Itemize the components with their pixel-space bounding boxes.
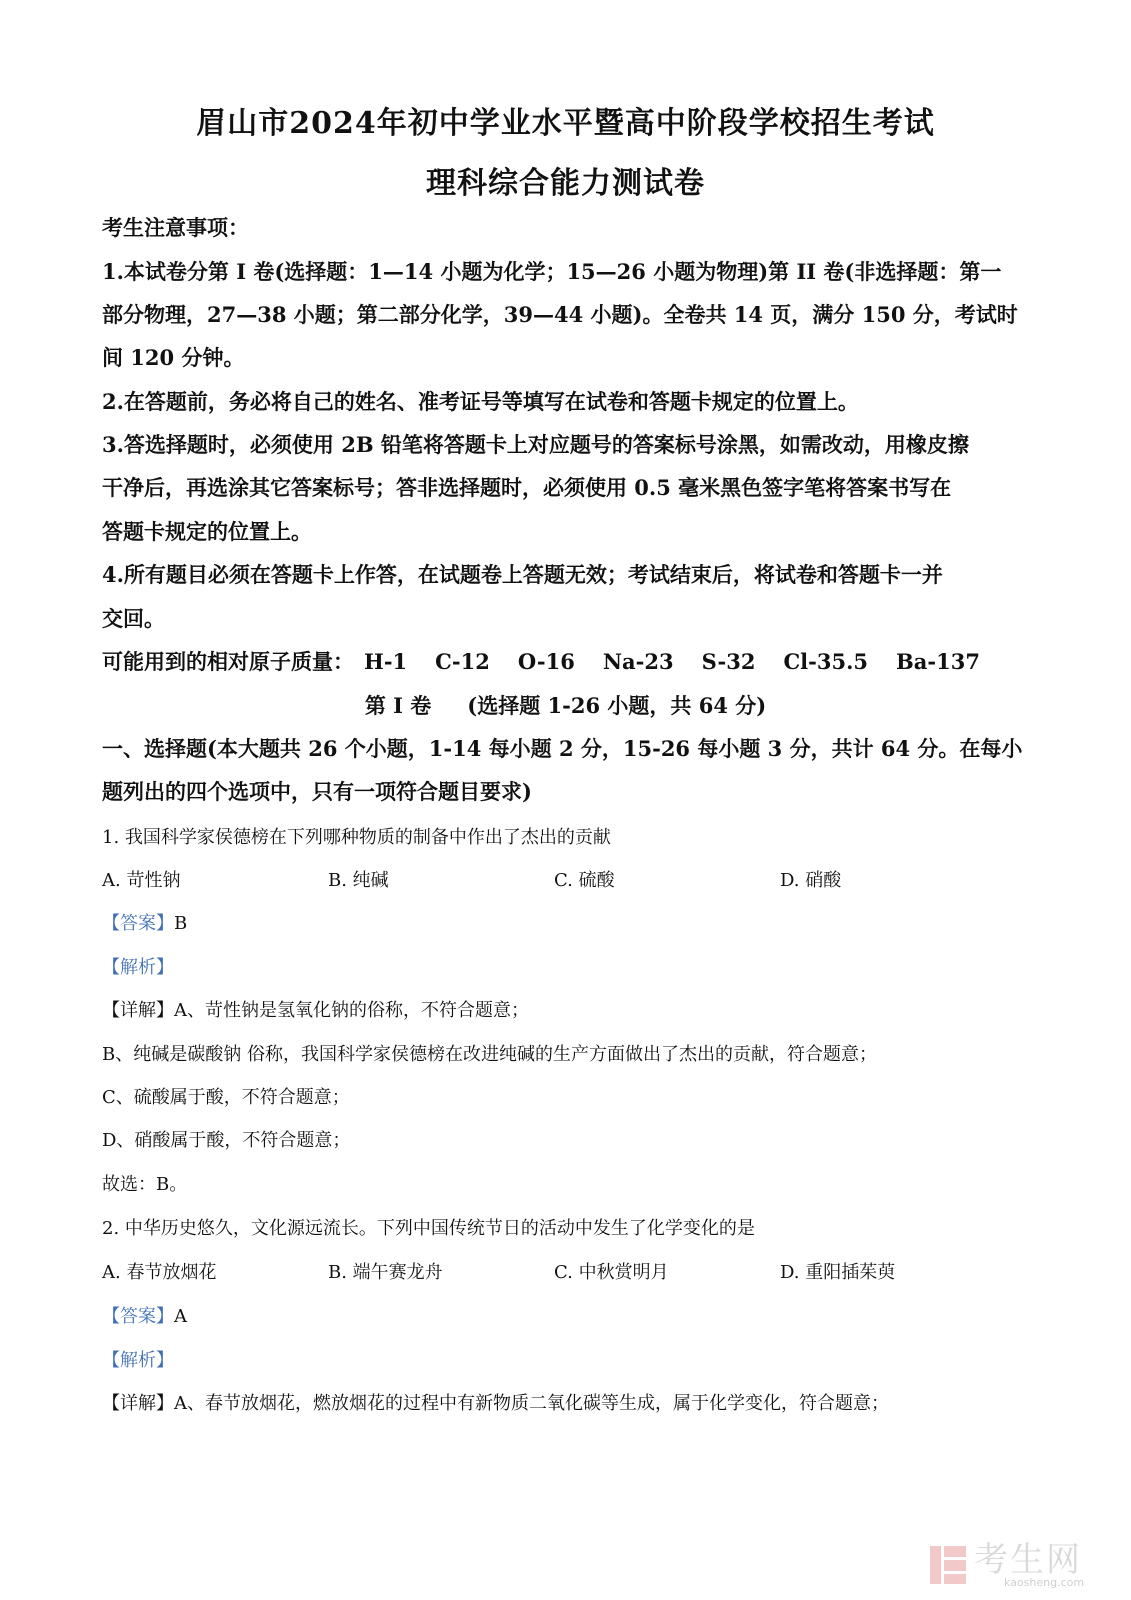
q1-detail-a [102,996,1032,1022]
q2-option-d: D. 重阳插茱萸 [780,1262,896,1283]
atomic-mass-item: H-1 [364,649,408,674]
exam-subtitle: 理科综合能力测试卷 [426,166,705,201]
q1-option-c: C. 硫酸 [554,870,615,891]
atomic-mass-item: Na-23 [602,649,674,674]
q2-option-b: B. 端午赛龙舟 [328,1262,443,1283]
atomic-mass-list [102,646,1032,676]
q1-option-d: D. 硝酸 [780,870,842,891]
q1-conclusion: 故选：B。 [102,1174,188,1195]
q2-option-a: A. 春节放烟花 [102,1262,217,1283]
detail-text: A、春节放烟花，燃放烟花的过程中有新物质二氧化碳等生成，属于化学变化，符合题意； [174,1393,889,1414]
notice-item-1-line-1: 1.本试卷分第 I 卷(选择题：1—14 小题为化学；15—26 小题为物理)第 II 卷(非选择题：第一 [102,259,1002,284]
exam-title: 眉山市2024年初中学业水平暨高中阶段学校招生考试 [196,106,935,141]
notice-item-1-line-2: 部分物理，27—38 小题；第二部分化学，39—44 小题)。全卷共 14 页，满分 150 分，考试时 [102,302,1018,327]
atomic-mass-item: O-16 [517,649,575,674]
q2-detail-a [102,1389,1032,1415]
notice-item-3-line-1: 3.答选择题时，必须使用 2B 铅笔将答题卡上对应题号的答案标号涂黑，如需改动，用橡皮擦 [102,432,969,457]
q2-stem: 2. 中华历史悠久，文化源远流长。下列中国传统节日的活动中发生了化学变化的是 [102,1218,755,1239]
notice-heading: 考生注意事项： [102,215,249,240]
q2-option-c: C. 中秋赏明月 [554,1262,669,1283]
atomic-mass-item: C-12 [435,649,490,674]
answer-tag: 【答案】 [102,913,174,934]
detail-tag: 【详解】 [102,1393,174,1414]
kaosheng-logo-icon [928,1544,968,1586]
q1-option-a: A. 苛性钠 [102,870,181,891]
q1-stem: 1. 我国科学家侯德榜在下列哪种物质的制备中作出了杰出的贡献 [102,827,611,848]
detail-text: A、苛性钠是氢氧化钠的俗称，不符合题意； [174,1000,529,1021]
answer-value: A [174,1306,187,1327]
detail-tag: 【详解】 [102,1000,174,1021]
notice-item-4-line-1: 4.所有题目必须在答题卡上作答，在试题卷上答题无效；考试结束后，将试卷和答题卡一并 [102,562,943,587]
q1-option-b: B. 纯碱 [328,870,389,891]
q2-answer [102,1302,1032,1328]
notice-item-1-line-3: 间 120 分钟。 [102,345,245,370]
kaosheng-watermark [928,1540,1098,1590]
answer-value: B [174,913,188,934]
atomic-mass-item: Ba-137 [896,649,980,674]
notice-item-3-line-3: 答题卡规定的位置上。 [102,519,312,544]
volume-name: 第 I 卷 [364,693,432,718]
section-heading-line-1: 一、选择题(本大题共 26 个小题，1-14 每小题 2 分，15-26 每小题 3 分，共计 64 分。在每小 [102,736,1023,761]
q1-answer [102,909,1032,935]
watermark-en: kaosheng.com [1004,1575,1085,1589]
volume-heading [0,690,1131,720]
atomic-mass-item: S-32 [701,649,756,674]
watermark-cn: 考生网 [974,1539,1082,1580]
section-heading-line-2: 题列出的四个选项中，只有一项符合题目要求) [102,779,532,804]
notice-item-2: 2.在答题前，务必将自己的姓名、准考证号等填写在试卷和答题卡规定的位置上。 [102,389,859,414]
q1-analysis-tag: 【解析】 [102,957,174,978]
q2-analysis-tag: 【解析】 [102,1350,174,1371]
answer-tag: 【答案】 [102,1306,174,1327]
notice-item-3-line-2: 干净后，再选涂其它答案标号；答非选择题时，必须使用 0.5 毫米黑色签字笔将答案书写在 [102,475,952,500]
notice-item-4-line-2: 交回。 [102,606,165,631]
atomic-mass-item: Cl-35.5 [783,649,869,674]
q1-detail-c: C、硫酸属于酸，不符合题意； [102,1087,350,1108]
q1-detail-b: B、纯碱是碳酸钠 俗称，我国科学家侯德榜在改进纯碱的生产方面做出了杰出的贡献，符合题意； [102,1044,877,1065]
q1-detail-d: D、硝酸属于酸，不符合题意； [102,1130,351,1151]
atomic-mass-label: 可能用到的相对原子质量： [102,649,354,674]
volume-desc: (选择题 1-26 小题，共 64 分) [467,693,767,718]
